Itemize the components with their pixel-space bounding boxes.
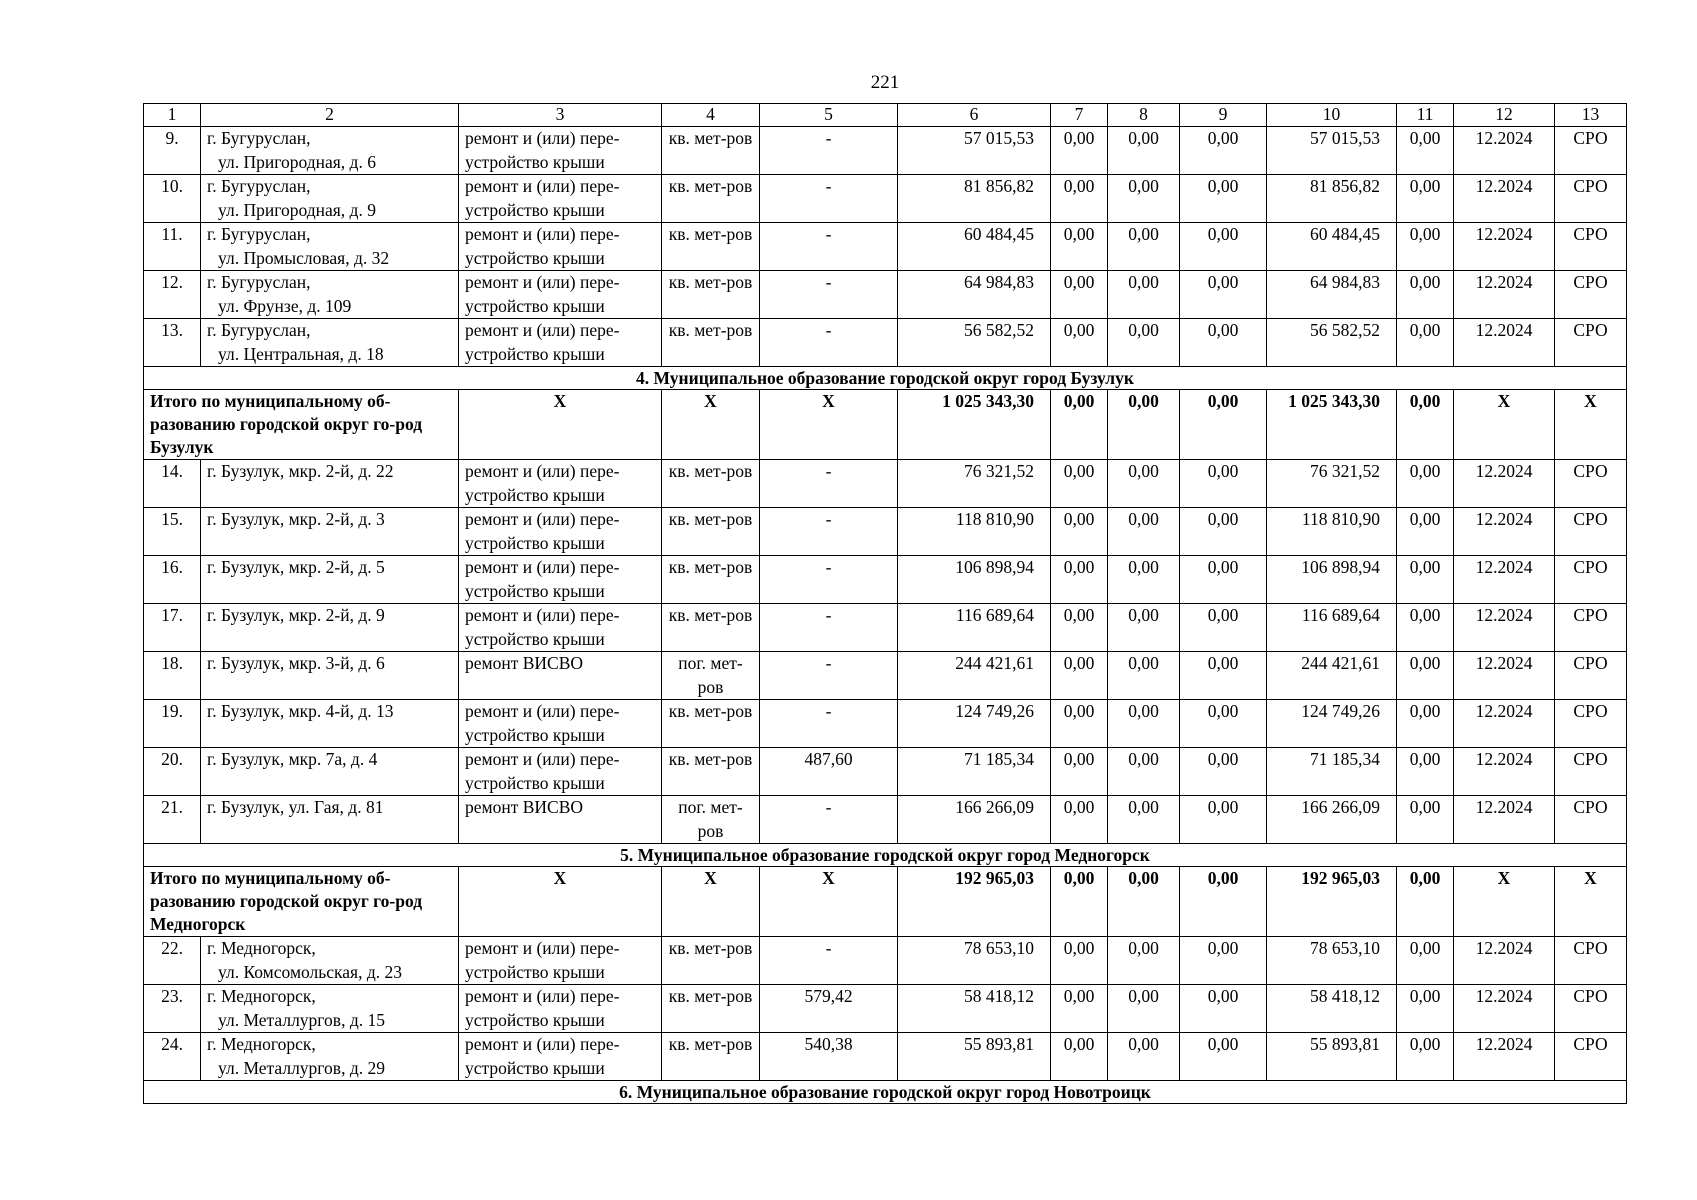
cell-col11: 0,00	[1397, 319, 1454, 367]
cell-col8: 0,00	[1108, 937, 1180, 985]
cell-method: СРО	[1555, 556, 1627, 604]
cell-work-type: Х	[459, 867, 662, 937]
column-number: 9	[1180, 104, 1267, 127]
table-row	[144, 127, 1627, 175]
cell-method: СРО	[1555, 604, 1627, 652]
row-number: 14.	[144, 460, 201, 508]
cell-unit: кв. мет-ров	[662, 460, 760, 508]
cell-col8: 0,00	[1108, 867, 1180, 937]
cell-col10: 166 266,09	[1267, 796, 1397, 844]
cell-col7: 0,00	[1051, 985, 1108, 1033]
table-row	[144, 271, 1627, 319]
cell-unit: кв. мет-ров	[662, 127, 760, 175]
cell-total-cost: 56 582,52	[898, 319, 1051, 367]
cell-address	[201, 748, 459, 796]
cell-deadline: 12.2024	[1454, 652, 1555, 700]
cell-deadline: 12.2024	[1454, 460, 1555, 508]
column-number-row	[144, 104, 1627, 127]
cell-method: СРО	[1555, 175, 1627, 223]
cell-work-type: ремонт и (или) пере-устройство крыши	[459, 223, 662, 271]
cell-address	[201, 937, 459, 985]
cell-unit: кв. мет-ров	[662, 604, 760, 652]
address-line: ул. Комсомольская, д. 23	[218, 961, 402, 982]
cell-col7: 0,00	[1051, 937, 1108, 985]
cell-volume: -	[760, 556, 898, 604]
table-row	[144, 508, 1627, 556]
cell-col9: 0,00	[1180, 127, 1267, 175]
address-line: г. Бугуруслан,	[207, 272, 311, 292]
cell-col7: 0,00	[1051, 223, 1108, 271]
cell-total-cost: 58 418,12	[898, 985, 1051, 1033]
table-row	[144, 223, 1627, 271]
cell-work-type: ремонт и (или) пере-устройство крыши	[459, 748, 662, 796]
cell-work-type: ремонт и (или) пере-устройство крыши	[459, 556, 662, 604]
cell-work-type: ремонт и (или) пере-устройство крыши	[459, 127, 662, 175]
cell-col7: 0,00	[1051, 652, 1108, 700]
cell-method: СРО	[1555, 127, 1627, 175]
cell-volume: -	[760, 652, 898, 700]
cell-col8: 0,00	[1108, 271, 1180, 319]
row-number: 23.	[144, 985, 201, 1033]
address-line: г. Бузулук, мкр. 7а, д. 4	[207, 749, 378, 769]
cell-col7: 0,00	[1051, 175, 1108, 223]
cell-col7: 0,00	[1051, 604, 1108, 652]
cell-address	[201, 127, 459, 175]
cell-total-cost: 57 015,53	[898, 127, 1051, 175]
address-line: г. Бузулук, ул. Гая, д. 81	[207, 797, 384, 817]
cell-deadline: 12.2024	[1454, 796, 1555, 844]
cell-col11: 0,00	[1397, 223, 1454, 271]
cell-col10: 71 185,34	[1267, 748, 1397, 796]
cell-total-cost: 106 898,94	[898, 556, 1051, 604]
cell-unit: Х	[662, 867, 760, 937]
cell-col9: 0,00	[1180, 604, 1267, 652]
cell-col11: 0,00	[1397, 508, 1454, 556]
cell-col7: 0,00	[1051, 1033, 1108, 1081]
address-line: ул. Фрунзе, д. 109	[218, 295, 352, 316]
section-heading-row	[144, 844, 1627, 867]
cell-col8: 0,00	[1108, 604, 1180, 652]
cell-col7: 0,00	[1051, 556, 1108, 604]
address-line: г. Бугуруслан,	[207, 176, 311, 196]
cell-method: Х	[1555, 390, 1627, 460]
cell-deadline: 12.2024	[1454, 1033, 1555, 1081]
cell-col10: 192 965,03	[1267, 867, 1397, 937]
cell-volume: -	[760, 319, 898, 367]
table-row	[144, 796, 1627, 844]
row-number: 20.	[144, 748, 201, 796]
section-title: 4. Муниципальное образование городской округ город Бузулук	[144, 367, 1627, 390]
cell-address	[201, 460, 459, 508]
cell-volume: -	[760, 175, 898, 223]
cell-address	[201, 700, 459, 748]
cell-method: СРО	[1555, 748, 1627, 796]
cell-work-type: ремонт и (или) пере-устройство крыши	[459, 1033, 662, 1081]
cell-col10: 116 689,64	[1267, 604, 1397, 652]
cell-work-type: ремонт и (или) пере-устройство крыши	[459, 319, 662, 367]
cell-method: СРО	[1555, 223, 1627, 271]
cell-total-cost: 116 689,64	[898, 604, 1051, 652]
cell-col10: 118 810,90	[1267, 508, 1397, 556]
cell-volume: -	[760, 127, 898, 175]
cell-unit: кв. мет-ров	[662, 319, 760, 367]
subtotal-row	[144, 867, 1627, 937]
section-title: 6. Муниципальное образование городской округ город Новотроицк	[144, 1081, 1627, 1104]
address-line: г. Бугуруслан,	[207, 320, 311, 340]
table-row	[144, 700, 1627, 748]
cell-volume: -	[760, 796, 898, 844]
column-number: 2	[201, 104, 459, 127]
cell-volume: 579,42	[760, 985, 898, 1033]
cell-col9: 0,00	[1180, 985, 1267, 1033]
cell-unit: Х	[662, 390, 760, 460]
cell-total-cost: 71 185,34	[898, 748, 1051, 796]
column-number: 7	[1051, 104, 1108, 127]
address-line: ул. Пригородная, д. 6	[218, 151, 376, 172]
subtotal-label: Итого по муниципальному об-разованию городской округ го-род Бузулук	[144, 390, 459, 460]
cell-col8: 0,00	[1108, 700, 1180, 748]
cell-col9: 0,00	[1180, 937, 1267, 985]
cell-col7: 0,00	[1051, 127, 1108, 175]
address-line: г. Бузулук, мкр. 2-й, д. 3	[207, 509, 385, 529]
cell-address	[201, 175, 459, 223]
cell-col10: 58 418,12	[1267, 985, 1397, 1033]
cell-volume: -	[760, 460, 898, 508]
table-row	[144, 319, 1627, 367]
cell-col8: 0,00	[1108, 319, 1180, 367]
cell-col7: 0,00	[1051, 390, 1108, 460]
cell-total-cost: 1 025 343,30	[898, 390, 1051, 460]
column-number: 12	[1454, 104, 1555, 127]
cell-work-type: ремонт ВИСВО	[459, 652, 662, 700]
cell-col11: 0,00	[1397, 127, 1454, 175]
row-number: 12.	[144, 271, 201, 319]
cell-col8: 0,00	[1108, 127, 1180, 175]
row-number: 10.	[144, 175, 201, 223]
cell-work-type: ремонт и (или) пере-устройство крыши	[459, 937, 662, 985]
cell-col10: 64 984,83	[1267, 271, 1397, 319]
cell-unit: кв. мет-ров	[662, 508, 760, 556]
cell-col7: 0,00	[1051, 319, 1108, 367]
table-row	[144, 460, 1627, 508]
cell-deadline: 12.2024	[1454, 748, 1555, 796]
cell-deadline: Х	[1454, 390, 1555, 460]
cell-deadline: 12.2024	[1454, 223, 1555, 271]
column-number: 4	[662, 104, 760, 127]
address-line: г. Бузулук, мкр. 4-й, д. 13	[207, 701, 394, 721]
cell-col9: 0,00	[1180, 508, 1267, 556]
cell-volume: -	[760, 223, 898, 271]
cell-col8: 0,00	[1108, 985, 1180, 1033]
cell-deadline: 12.2024	[1454, 556, 1555, 604]
cell-col9: 0,00	[1180, 223, 1267, 271]
table-row	[144, 985, 1627, 1033]
subtotal-label: Итого по муниципальному об-разованию городской округ го-род Медногорск	[144, 867, 459, 937]
cell-col10: 76 321,52	[1267, 460, 1397, 508]
cell-deadline: 12.2024	[1454, 937, 1555, 985]
cell-address	[201, 556, 459, 604]
cell-volume: Х	[760, 390, 898, 460]
cell-col11: 0,00	[1397, 556, 1454, 604]
cell-col8: 0,00	[1108, 796, 1180, 844]
cell-total-cost: 60 484,45	[898, 223, 1051, 271]
cell-unit: пог. мет-ров	[662, 796, 760, 844]
cell-method: СРО	[1555, 319, 1627, 367]
cell-col9: 0,00	[1180, 1033, 1267, 1081]
section-heading-row	[144, 1081, 1627, 1104]
cell-col9: 0,00	[1180, 652, 1267, 700]
cell-col11: 0,00	[1397, 390, 1454, 460]
cell-volume: -	[760, 604, 898, 652]
cell-col11: 0,00	[1397, 796, 1454, 844]
cell-total-cost: 55 893,81	[898, 1033, 1051, 1081]
cell-col10: 57 015,53	[1267, 127, 1397, 175]
cell-unit: кв. мет-ров	[662, 1033, 760, 1081]
cell-method: СРО	[1555, 796, 1627, 844]
cell-address	[201, 508, 459, 556]
cell-col10: 81 856,82	[1267, 175, 1397, 223]
cell-col10: 106 898,94	[1267, 556, 1397, 604]
column-number: 11	[1397, 104, 1454, 127]
row-number: 16.	[144, 556, 201, 604]
cell-col7: 0,00	[1051, 460, 1108, 508]
row-number: 24.	[144, 1033, 201, 1081]
cell-unit: кв. мет-ров	[662, 700, 760, 748]
table-row	[144, 175, 1627, 223]
cell-deadline: 12.2024	[1454, 985, 1555, 1033]
cell-work-type: ремонт и (или) пере-устройство крыши	[459, 700, 662, 748]
column-number: 6	[898, 104, 1051, 127]
address-line: г. Медногорск,	[207, 938, 316, 958]
address-line: г. Медногорск,	[207, 986, 316, 1006]
cell-method: СРО	[1555, 937, 1627, 985]
cell-col9: 0,00	[1180, 556, 1267, 604]
cell-total-cost: 81 856,82	[898, 175, 1051, 223]
column-number: 5	[760, 104, 898, 127]
cell-col9: 0,00	[1180, 319, 1267, 367]
cell-work-type: ремонт и (или) пере-устройство крыши	[459, 271, 662, 319]
address-line: г. Медногорск,	[207, 1034, 316, 1054]
table-row	[144, 1033, 1627, 1081]
column-number: 1	[144, 104, 201, 127]
cell-total-cost: 76 321,52	[898, 460, 1051, 508]
address-line: г. Бузулук, мкр. 3-й, д. 6	[207, 653, 385, 673]
cell-method: СРО	[1555, 700, 1627, 748]
cell-volume: 540,38	[760, 1033, 898, 1081]
cell-col10: 56 582,52	[1267, 319, 1397, 367]
column-number: 10	[1267, 104, 1397, 127]
cell-work-type: ремонт и (или) пере-устройство крыши	[459, 985, 662, 1033]
cell-col9: 0,00	[1180, 748, 1267, 796]
column-number: 13	[1555, 104, 1627, 127]
cell-col8: 0,00	[1108, 223, 1180, 271]
table-row	[144, 748, 1627, 796]
table-row	[144, 652, 1627, 700]
address-line: г. Бузулук, мкр. 2-й, д. 22	[207, 461, 394, 481]
cell-deadline: 12.2024	[1454, 319, 1555, 367]
row-number: 18.	[144, 652, 201, 700]
address-line: ул. Металлургов, д. 15	[218, 1009, 385, 1030]
table-row	[144, 556, 1627, 604]
cell-total-cost: 244 421,61	[898, 652, 1051, 700]
cell-col7: 0,00	[1051, 508, 1108, 556]
cell-volume: 487,60	[760, 748, 898, 796]
address-line: г. Бузулук, мкр. 2-й, д. 9	[207, 605, 385, 625]
cell-col9: 0,00	[1180, 460, 1267, 508]
cell-col11: 0,00	[1397, 652, 1454, 700]
cell-address	[201, 1033, 459, 1081]
cell-col10: 124 749,26	[1267, 700, 1397, 748]
cell-address	[201, 271, 459, 319]
cell-col8: 0,00	[1108, 556, 1180, 604]
cell-total-cost: 192 965,03	[898, 867, 1051, 937]
cell-col7: 0,00	[1051, 700, 1108, 748]
cell-method: СРО	[1555, 652, 1627, 700]
cell-col11: 0,00	[1397, 985, 1454, 1033]
row-number: 11.	[144, 223, 201, 271]
row-number: 21.	[144, 796, 201, 844]
cell-total-cost: 166 266,09	[898, 796, 1051, 844]
cell-col8: 0,00	[1108, 1033, 1180, 1081]
cell-col8: 0,00	[1108, 460, 1180, 508]
row-number: 9.	[144, 127, 201, 175]
cell-method: Х	[1555, 867, 1627, 937]
cell-col11: 0,00	[1397, 748, 1454, 796]
cell-col10: 244 421,61	[1267, 652, 1397, 700]
cell-col11: 0,00	[1397, 867, 1454, 937]
row-number: 22.	[144, 937, 201, 985]
cell-method: СРО	[1555, 508, 1627, 556]
cell-address	[201, 319, 459, 367]
address-line: ул. Центральная, д. 18	[218, 343, 384, 364]
cell-col7: 0,00	[1051, 796, 1108, 844]
cell-method: СРО	[1555, 271, 1627, 319]
cell-col10: 78 653,10	[1267, 937, 1397, 985]
cell-deadline: 12.2024	[1454, 127, 1555, 175]
cell-unit: кв. мет-ров	[662, 223, 760, 271]
cell-deadline: 12.2024	[1454, 175, 1555, 223]
cell-col8: 0,00	[1108, 390, 1180, 460]
cell-address	[201, 223, 459, 271]
cell-deadline: Х	[1454, 867, 1555, 937]
section-heading-row	[144, 367, 1627, 390]
cell-deadline: 12.2024	[1454, 604, 1555, 652]
cell-address	[201, 604, 459, 652]
cell-work-type: ремонт ВИСВО	[459, 796, 662, 844]
cell-col9: 0,00	[1180, 796, 1267, 844]
cell-address	[201, 985, 459, 1033]
cell-col11: 0,00	[1397, 271, 1454, 319]
cell-work-type: ремонт и (или) пере-устройство крыши	[459, 604, 662, 652]
row-number: 15.	[144, 508, 201, 556]
cell-col11: 0,00	[1397, 604, 1454, 652]
cell-volume: Х	[760, 867, 898, 937]
subtotal-row	[144, 390, 1627, 460]
cell-volume: -	[760, 937, 898, 985]
capital-repair-table	[143, 103, 1627, 1104]
cell-col7: 0,00	[1051, 867, 1108, 937]
address-line: г. Бузулук, мкр. 2-й, д. 5	[207, 557, 385, 577]
cell-col9: 0,00	[1180, 390, 1267, 460]
address-line: г. Бугуруслан,	[207, 128, 311, 148]
cell-unit: пог. мет-ров	[662, 652, 760, 700]
address-line: ул. Пригородная, д. 9	[218, 199, 376, 220]
cell-unit: кв. мет-ров	[662, 748, 760, 796]
cell-col8: 0,00	[1108, 748, 1180, 796]
cell-col10: 55 893,81	[1267, 1033, 1397, 1081]
column-number: 8	[1108, 104, 1180, 127]
cell-unit: кв. мет-ров	[662, 985, 760, 1033]
cell-total-cost: 78 653,10	[898, 937, 1051, 985]
cell-work-type: Х	[459, 390, 662, 460]
page-number: 221	[870, 72, 900, 93]
cell-col10: 60 484,45	[1267, 223, 1397, 271]
address-line: ул. Металлургов, д. 29	[218, 1057, 385, 1078]
address-line: г. Бугуруслан,	[207, 224, 311, 244]
cell-col7: 0,00	[1051, 748, 1108, 796]
cell-unit: кв. мет-ров	[662, 937, 760, 985]
table-row	[144, 937, 1627, 985]
cell-col9: 0,00	[1180, 175, 1267, 223]
cell-volume: -	[760, 271, 898, 319]
cell-address	[201, 796, 459, 844]
cell-col11: 0,00	[1397, 460, 1454, 508]
cell-col8: 0,00	[1108, 652, 1180, 700]
cell-col9: 0,00	[1180, 867, 1267, 937]
cell-col7: 0,00	[1051, 271, 1108, 319]
cell-unit: кв. мет-ров	[662, 175, 760, 223]
cell-col9: 0,00	[1180, 271, 1267, 319]
cell-col11: 0,00	[1397, 175, 1454, 223]
cell-volume: -	[760, 508, 898, 556]
cell-unit: кв. мет-ров	[662, 556, 760, 604]
cell-method: СРО	[1555, 460, 1627, 508]
cell-col8: 0,00	[1108, 175, 1180, 223]
cell-total-cost: 118 810,90	[898, 508, 1051, 556]
address-line: ул. Промысловая, д. 32	[218, 247, 390, 268]
cell-col11: 0,00	[1397, 1033, 1454, 1081]
row-number: 13.	[144, 319, 201, 367]
cell-deadline: 12.2024	[1454, 508, 1555, 556]
cell-deadline: 12.2024	[1454, 271, 1555, 319]
column-number: 3	[459, 104, 662, 127]
section-title: 5. Муниципальное образование городской округ город Медногорск	[144, 844, 1627, 867]
cell-work-type: ремонт и (или) пере-устройство крыши	[459, 175, 662, 223]
cell-col11: 0,00	[1397, 700, 1454, 748]
cell-work-type: ремонт и (или) пере-устройство крыши	[459, 460, 662, 508]
cell-total-cost: 124 749,26	[898, 700, 1051, 748]
cell-method: СРО	[1555, 985, 1627, 1033]
row-number: 17.	[144, 604, 201, 652]
cell-volume: -	[760, 700, 898, 748]
cell-work-type: ремонт и (или) пере-устройство крыши	[459, 508, 662, 556]
cell-col9: 0,00	[1180, 700, 1267, 748]
cell-total-cost: 64 984,83	[898, 271, 1051, 319]
cell-col8: 0,00	[1108, 508, 1180, 556]
table-row	[144, 604, 1627, 652]
cell-col11: 0,00	[1397, 937, 1454, 985]
cell-address	[201, 652, 459, 700]
cell-unit: кв. мет-ров	[662, 271, 760, 319]
cell-method: СРО	[1555, 1033, 1627, 1081]
cell-deadline: 12.2024	[1454, 700, 1555, 748]
row-number: 19.	[144, 700, 201, 748]
cell-col10: 1 025 343,30	[1267, 390, 1397, 460]
